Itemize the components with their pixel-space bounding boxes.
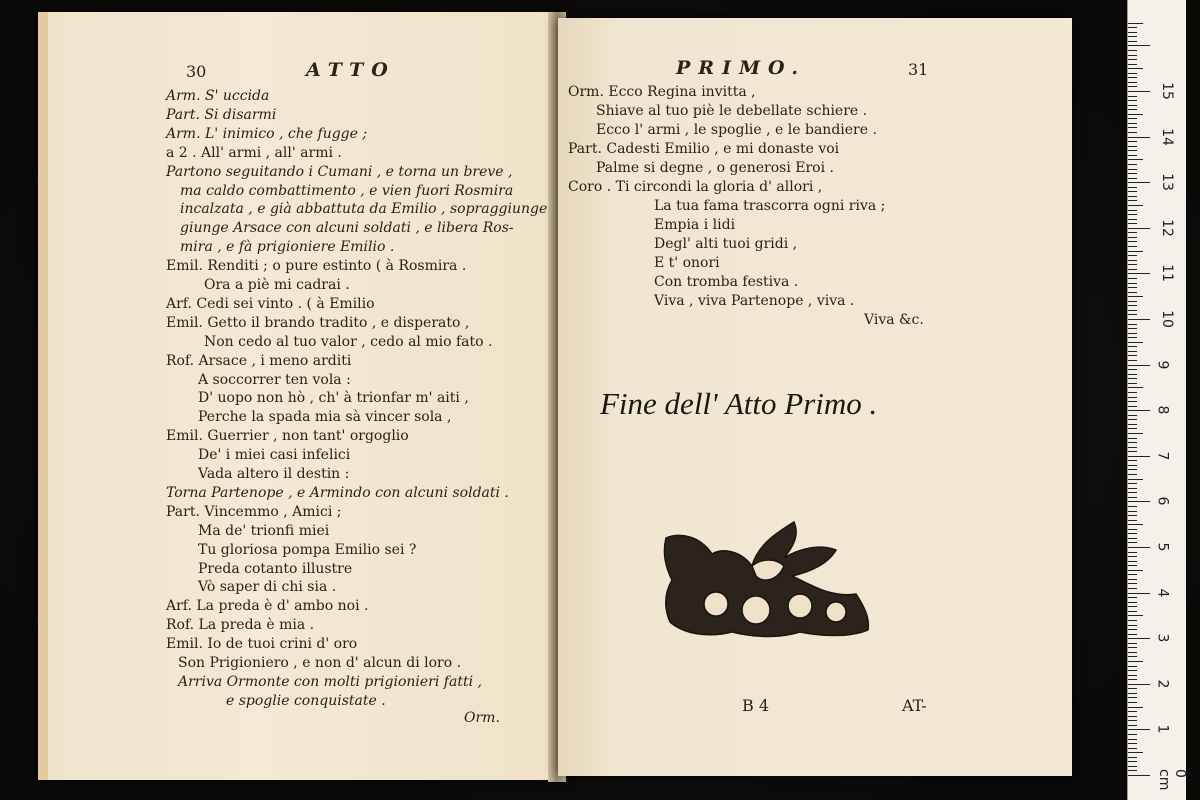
ruler-tick [1128,511,1137,512]
ruler-tick [1128,428,1137,429]
ruler-tick [1128,401,1137,402]
text-line: Rof. Arsace , i meno arditi [166,352,352,369]
ruler-tick [1128,652,1137,653]
text-line: Arf. Cedi sei vinto . ( à Emilio [166,295,375,312]
ruler-label: 12 [1158,218,1175,237]
ruler-tick [1128,666,1137,667]
ruler-tick [1128,451,1137,452]
ruler-tick [1128,497,1137,498]
ruler-tick [1128,625,1137,626]
ruler-tick [1128,424,1137,425]
text-line: incalzata , e già abbattuta da Emilio , sopraggiunge [180,201,548,218]
text-line: A soccorrer ten vola : [198,371,351,388]
ruler-tick [1128,196,1137,197]
ruler-tick [1128,109,1137,110]
ruler-tick [1128,574,1137,575]
text-line: a 2 . All' armi , all' armi . [166,144,342,161]
text-line: De' i miei casi infelici [198,447,351,464]
text-line: giunge Arsace con alcuni soldati , e libera Ros- [180,220,514,237]
ruler-tick [1128,59,1137,60]
ruler-tick [1128,360,1137,361]
ruler-tick [1128,314,1137,315]
ruler-tick [1128,688,1137,689]
ruler-tick [1128,634,1137,635]
ruler-tick [1128,656,1137,657]
page-number-left: 30 [186,62,207,81]
ruler-tick [1128,406,1137,407]
ruler-tick [1128,743,1137,744]
ruler-tick [1128,369,1137,370]
ruler-label: 8 [1154,405,1171,415]
ruler-tick [1128,456,1150,457]
ruler-tick [1128,661,1143,662]
ruler-tick [1128,583,1137,584]
ruler-label: 15 [1158,82,1175,100]
text-line: Ma de' trionfi miei [198,522,330,539]
ruler-tick [1128,734,1137,735]
ruler-tick [1128,761,1137,762]
ruler-tick [1128,77,1137,78]
ruler-tick [1128,36,1137,37]
text-line: D' uopo non hò , ch' à trionfar m' aiti , [198,390,469,407]
ruler-label: 6 [1154,496,1171,506]
left-page [38,12,566,780]
text-line: Coro . Ti circondi la gloria d' allori , [568,179,823,195]
ruler-tick [1128,542,1137,543]
ruler-tick [1128,292,1137,293]
ruler-tick [1128,319,1150,320]
ruler-tick [1128,141,1137,142]
ruler-tick [1128,173,1137,174]
ruler-tick [1128,419,1137,420]
ruler-tick [1128,255,1137,256]
ruler-tick [1128,182,1150,183]
ruler-tick [1128,164,1137,165]
ruler-tick [1128,214,1137,215]
text-line: Arriva Ormonte con molti prigionieri fatti , [178,673,482,690]
ruler-tick [1128,748,1137,749]
ruler-tick [1128,529,1137,530]
right-page [558,18,1072,776]
ruler-tick [1128,611,1137,612]
ruler-tick [1128,520,1137,521]
ruler-tick [1128,50,1137,51]
ruler-tick [1128,483,1137,484]
ruler-tick [1128,547,1150,548]
ruler-tick [1128,228,1150,229]
text-line: mira , e fà prigioniere Emilio . [180,239,395,256]
ruler-tick [1128,561,1137,562]
ruler-label: 2 [1154,679,1171,689]
ruler-tick [1128,137,1150,138]
ruler-tick [1128,447,1137,448]
ruler-label: 11 [1158,264,1175,283]
text-line: Arf. La preda è d' ambo noi . [166,598,369,615]
ruler-tick [1128,41,1137,42]
ruler-tick [1128,223,1137,224]
ruler-tick [1128,720,1137,721]
ruler-tick [1128,296,1143,297]
ruler-tick [1128,515,1137,516]
ruler-tick [1128,114,1143,115]
ruler-tick [1128,150,1137,151]
ruler-tick [1128,246,1137,247]
ruler-tick [1128,579,1137,580]
ruler-tick [1128,757,1137,758]
ruler-tick [1128,474,1137,475]
ruler-tick [1128,469,1137,470]
ruler-tick [1128,433,1143,434]
ruler-label: 13 [1158,173,1175,192]
page-number-right: 31 [908,60,929,79]
ruler-tick [1128,602,1137,603]
ruler-label: 7 [1154,451,1171,461]
catchword-right: AT- [902,696,927,715]
ruler-tick [1128,232,1137,233]
ruler-tick [1128,606,1137,607]
ruler-tick [1128,739,1137,740]
text-line: e spoglie conquistate . [226,692,386,709]
text-line: Degl' alti tuoi gridi , [654,236,798,252]
ruler-tick [1128,123,1137,124]
catchword-left: Orm. [464,710,500,726]
text-line: Ecco l' armi , le spoglie , e le bandiere . [596,122,877,138]
ruler-tick [1128,351,1137,352]
ruler-tick [1128,479,1143,480]
text-line: Arm. S' uccida [166,88,270,104]
ruler-tick [1128,684,1150,685]
ruler-tick [1128,442,1137,443]
ruler-tick [1128,675,1137,676]
ruler-tick [1128,702,1137,703]
ruler-tick [1128,570,1143,571]
text-line: E t' onori [654,255,720,271]
ruler-tick [1128,333,1137,334]
text-line: Part. Vincemmo , Amici ; [166,503,342,520]
ruler-tick [1128,460,1137,461]
ruler-tick [1128,383,1137,384]
ruler-tick [1128,711,1137,712]
text-line: Son Prigioniero , e non d' alcun di loro . [178,655,462,671]
ruler-tick [1128,725,1137,726]
running-head-left: ATTO [306,59,396,81]
ruler-tick [1128,305,1137,306]
ruler-tick [1128,82,1137,83]
text-line: ma caldo combattimento , e vien fuori Rosmira [180,182,514,199]
ruler-tick [1128,32,1137,33]
ruler-tick [1128,146,1137,147]
ruler-tick [1128,397,1137,398]
text-line: Perche la spada mia sà vincer sola , [198,409,452,426]
text-line: Emil. Getto il brando tradito , e disperato , [166,314,470,331]
ruler-label: 10 [1158,310,1175,328]
text-line: Empia i lidi [654,217,736,233]
ruler-label: 4 [1154,588,1171,598]
ruler-tick [1128,766,1137,767]
ruler-tick [1128,492,1137,493]
ruler-tick [1128,392,1137,393]
ruler-tick [1128,159,1143,160]
ruler-tick [1128,438,1137,439]
ruler-label: 5 [1154,542,1171,552]
ruler-tick [1128,278,1137,279]
ruler-label: 1 [1154,724,1171,734]
ruler-tick [1128,643,1137,644]
ruler-tick [1128,251,1143,252]
ruler-tick [1128,679,1137,680]
ruler-tick [1128,638,1150,639]
text-line: Viva &c. [864,312,924,328]
text-line: Vò saper di chi sia . [198,579,337,596]
ruler-tick [1128,27,1137,28]
measurement-ruler [1127,0,1186,800]
ruler-tick [1128,693,1137,694]
ruler-tick [1128,506,1137,507]
text-line: Ora a piè mi cadrai . [204,277,350,293]
ruler-tick [1128,155,1137,156]
ruler-tick [1128,127,1137,128]
ruler-tick [1128,328,1137,329]
ruler-tick [1128,210,1137,211]
ruler-tick [1128,86,1137,87]
text-line: Part. Si disarmi [166,106,277,123]
text-line: Arm. L' inimico , che fugge ; [166,125,368,142]
ruler-tick [1128,241,1137,242]
closing-title: Fine dell' Atto Primo . [600,386,878,421]
ruler-tick [1128,501,1150,502]
text-line: Emil. Renditi ; o pure estinto ( à Rosmira . [166,258,467,275]
ruler-tick [1128,264,1137,265]
signature-mark: B 4 [742,696,770,715]
ruler-tick [1128,260,1137,261]
text-line: Emil. Io de tuoi crini d' oro [166,636,358,653]
ruler-tick [1128,620,1137,621]
ruler-tick [1128,752,1143,753]
ruler-label: 3 [1154,633,1171,643]
ruler-tick [1128,615,1143,616]
ruler-tick [1128,287,1137,288]
ruler-label: 14 [1158,127,1175,146]
ruler-tick [1128,365,1150,366]
ruler-tick [1128,169,1137,170]
ruler-tick [1128,187,1137,188]
ruler-tick [1128,132,1137,133]
ruler-tick [1128,533,1137,534]
text-line: Torna Partenope , e Armindo con alcuni soldati . [166,484,509,501]
ruler-tick [1128,670,1137,671]
ruler-tick [1128,629,1137,630]
ruler-tick [1128,91,1150,92]
ruler-label: 0 cm [1156,769,1188,791]
text-line: Rof. La preda è mia . [166,617,315,634]
ruler-tick [1128,283,1137,284]
ruler-tick [1128,346,1137,347]
running-head-right: PRIMO. [676,57,807,79]
ruler-tick [1128,465,1137,466]
ruler-tick [1128,337,1137,338]
ruler-tick [1128,310,1137,311]
ruler-tick [1128,55,1137,56]
ruler-tick [1128,588,1137,589]
ruler-label: 9 [1154,360,1171,370]
ruler-tick [1128,301,1137,302]
ruler-tick [1128,374,1137,375]
text-line: Non cedo al tuo valor , cedo al mio fato . [204,333,493,350]
text-line: Con tromba festiva . [654,274,799,290]
ruler-tick [1128,96,1137,97]
ruler-tick [1128,205,1143,206]
ruler-tick [1128,697,1137,698]
ruler-tick [1128,565,1137,566]
ruler-tick [1128,45,1150,46]
ruler-tick [1128,324,1137,325]
text-line: Shiave al tuo piè le debellate schiere . [596,103,868,119]
ruler-tick [1128,100,1137,101]
ruler-tick [1128,647,1137,648]
ruler-tick [1128,556,1137,557]
ruler-tick [1128,729,1150,730]
text-line: Partono seguitando i Cumani , e torna un breve , [166,163,513,180]
ruler-tick [1128,387,1143,388]
ruler-tick [1128,378,1137,379]
ruler-tick [1128,707,1143,708]
ruler-tick [1128,538,1137,539]
text-line: Preda cotanto illustre [198,560,353,577]
ruler-tick [1128,68,1143,69]
ruler-tick [1128,770,1137,771]
ruler-tick [1128,716,1137,717]
ruler-tick [1128,410,1150,411]
ruler-tick [1128,552,1137,553]
ruler-tick [1128,524,1143,525]
ruler-tick [1128,593,1150,594]
ruler-tick [1128,269,1137,270]
ruler-tick [1128,273,1150,274]
ruler-tick [1128,219,1137,220]
ruler-tick [1128,355,1137,356]
ruler-tick [1128,200,1137,201]
text-line: Part. Cadesti Emilio , e mi donaste voi [568,141,840,157]
ruler-tick [1128,23,1143,24]
text-line: La tua fama trascorra ogni riva ; [654,198,886,214]
text-line: Tu gloriosa pompa Emilio sei ? [198,541,417,558]
eagle-and-fruit-woodcut-icon [660,514,876,642]
ruler-tick [1128,73,1137,74]
ruler-tick [1128,775,1150,776]
ruler-tick [1128,178,1137,179]
ruler-tick [1128,118,1137,119]
ruler-tick [1128,488,1137,489]
ruler-tick [1128,342,1143,343]
ruler-tick [1128,105,1137,106]
ruler-tick [1128,415,1137,416]
ruler-tick [1128,237,1137,238]
text-line: Orm. Ecco Regina invitta , [568,84,756,100]
ruler-tick [1128,191,1137,192]
text-line: Emil. Guerrier , non tant' orgoglio [166,428,409,445]
text-line: Vada altero il destin : [198,466,350,482]
text-line: Viva , viva Partenope , viva . [654,293,855,309]
text-line: Palme si degne , o generosi Eroi . [596,160,834,176]
ruler-tick [1128,64,1137,65]
ruler-tick [1128,597,1137,598]
